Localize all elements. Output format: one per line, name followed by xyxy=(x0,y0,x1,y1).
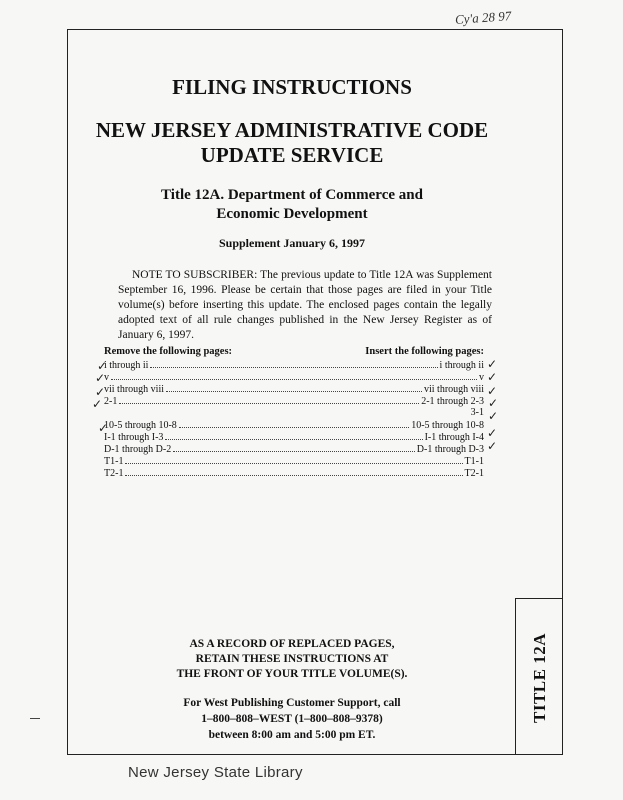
list-item xyxy=(104,443,484,455)
remove-pages: v xyxy=(104,372,109,383)
title-line-2: Economic Development xyxy=(216,206,368,222)
insert-pages: 10-5 through 10-8 xyxy=(411,420,484,431)
remove-pages: T2-1 xyxy=(104,468,124,479)
page-list-header xyxy=(104,346,484,357)
checkmark-icon: ✓ xyxy=(488,396,499,410)
remove-header: Remove the following pages: xyxy=(104,346,233,357)
insert-pages: 3-1 xyxy=(470,407,484,418)
record-line-3: THE FRONT OF YOUR TITLE VOLUME(S). xyxy=(176,668,408,680)
remove-pages: D-1 through D-2 xyxy=(104,444,172,455)
remove-pages: I-1 through I-3 xyxy=(104,432,164,443)
remove-pages: 10-5 through 10-8 xyxy=(104,420,177,431)
update-service-heading xyxy=(67,118,517,168)
library-stamp: New Jersey State Library xyxy=(128,764,303,781)
list-item xyxy=(104,419,484,431)
checkmark-icon: ✓ xyxy=(97,359,108,373)
title-tab-label: TITLE 12A xyxy=(530,632,549,723)
filing-instructions-title: FILING INSTRUCTIONS xyxy=(172,75,412,99)
title-line-1: Title 12A. Department of Commerce and xyxy=(161,187,423,203)
support-line-1: For West Publishing Customer Support, call xyxy=(183,697,401,709)
checkmark-icon: ✓ xyxy=(488,409,499,423)
remove-pages: 2-1 xyxy=(104,396,118,407)
margin-mark xyxy=(30,718,40,719)
remove-pages: vii through viii xyxy=(104,384,164,395)
list-item xyxy=(104,371,484,383)
list-item xyxy=(104,431,484,443)
customer-support xyxy=(67,695,517,743)
supplement-date: Supplement January 6, 1997 xyxy=(218,236,366,250)
title-tab xyxy=(515,598,563,755)
page-list xyxy=(104,346,484,479)
insert-pages: T2-1 xyxy=(464,468,484,479)
heading-line-2: UPDATE SERVICE xyxy=(200,143,384,167)
handwritten-note: Cy'a 28 97 xyxy=(454,8,512,27)
checkmark-icon: ✓ xyxy=(92,397,103,411)
record-notice xyxy=(67,637,517,682)
list-item xyxy=(104,467,484,479)
checkmark-icon: ✓ xyxy=(98,421,109,435)
heading-line-1: NEW JERSEY ADMINISTRATIVE CODE xyxy=(95,118,489,142)
title-department-heading xyxy=(67,186,517,224)
list-item xyxy=(104,383,484,395)
note-text: NOTE TO SUBSCRIBER: The previous update to Title 12A was Supplement September 16, 1996. Please be certain that those pages are filed in your Title volume(s) before inserting this update. The enclosed pages contain the legally adopted text of all rule changes published in the New Jersey Register as of January 6, 1997. xyxy=(118,269,492,341)
checkmark-icon: ✓ xyxy=(95,371,106,385)
checkmark-icon: ✓ xyxy=(487,439,498,453)
support-hours: between 8:00 am and 5:00 pm ET. xyxy=(208,729,376,741)
insert-pages: 2-1 through 2-3 xyxy=(421,396,484,407)
note-to-subscriber xyxy=(118,268,492,343)
checkmark-icon: ✓ xyxy=(487,370,498,384)
checkmark-icon: ✓ xyxy=(487,384,498,398)
record-line-2: RETAIN THESE INSTRUCTIONS AT xyxy=(195,653,389,665)
checkmark-icon: ✓ xyxy=(95,385,106,399)
insert-pages: v xyxy=(479,372,484,383)
list-item xyxy=(104,395,484,407)
list-item xyxy=(104,407,484,419)
list-item xyxy=(104,455,484,467)
insert-pages: vii through viii xyxy=(424,384,484,395)
insert-pages: T1-1 xyxy=(464,456,484,467)
insert-pages: i through ii xyxy=(439,360,484,371)
checkmark-icon: ✓ xyxy=(487,426,498,440)
insert-pages: I-1 through I-4 xyxy=(424,432,484,443)
support-phone: 1–800–808–WEST (1–800–808–9378) xyxy=(201,713,383,725)
list-item xyxy=(104,359,484,371)
record-line-1: AS A RECORD OF REPLACED PAGES, xyxy=(189,638,395,650)
insert-pages: D-1 through D-3 xyxy=(416,444,484,455)
insert-header: Insert the following pages: xyxy=(365,346,484,357)
checkmark-icon: ✓ xyxy=(487,357,498,371)
remove-pages: T1-1 xyxy=(104,456,124,467)
remove-pages: i through ii xyxy=(104,360,149,371)
